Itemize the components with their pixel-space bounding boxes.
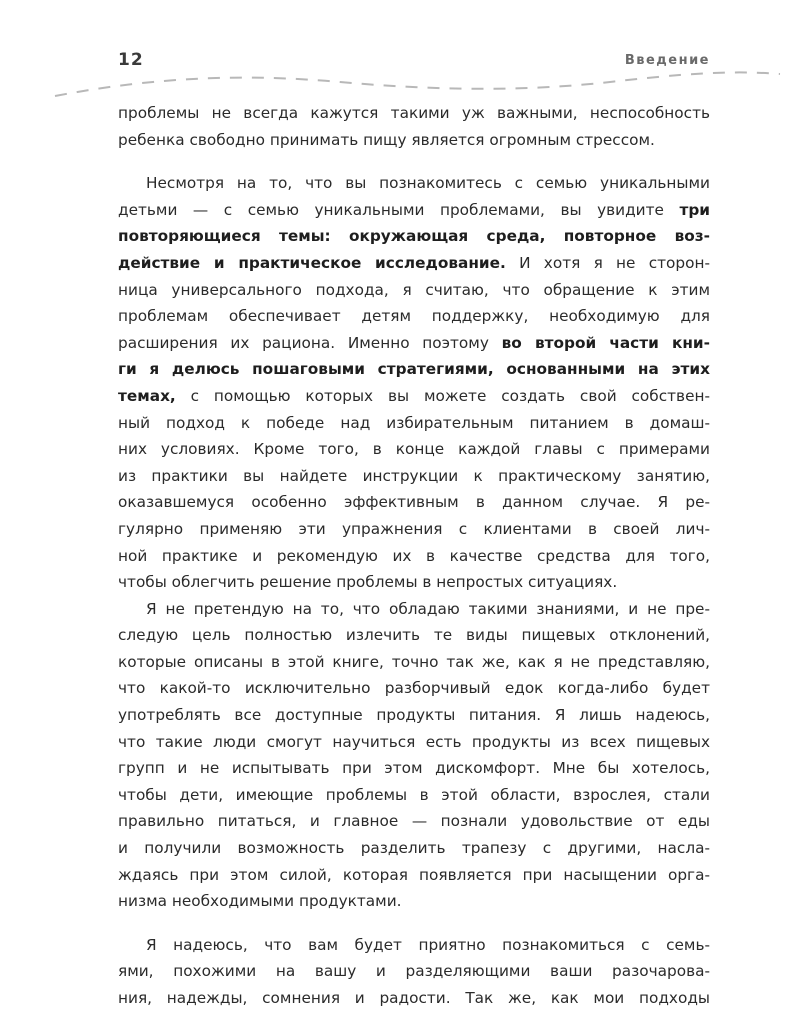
bold-run: действие и практическое исследование. [118, 253, 506, 272]
text-line: ния, надежды, сомнения и радости. Так же, как мои подходы [118, 989, 710, 1007]
paragraph [118, 100, 710, 153]
text-line [118, 197, 710, 224]
text-line: Я надеюсь, что вам будет приятно познакомиться с семь- [146, 935, 710, 954]
text-line: ребенка свободно принимать пищу является огромным стрессом. [118, 130, 655, 149]
text-line: что такие люди смогут научиться есть продукты из всех пищевых [118, 732, 710, 751]
text-run: детьми — с семью уникальными проблемами, вы увидите [118, 200, 680, 219]
text-line: и получили возможность разделить трапезу с другими, насла- [118, 839, 710, 858]
text-line: ждаясь при этом силой, которая появляется при насыщении орга- [118, 865, 710, 884]
text-line: чтобы облегчить решение проблемы в непростых ситуациях. [118, 573, 618, 592]
text-body [118, 100, 710, 1012]
text-line: ной практике и рекомендую их в качестве средства для того, [118, 546, 710, 565]
text-line [118, 223, 710, 250]
text-run: с помощью которых вы можете создать свой собствен- [175, 386, 710, 405]
bold-run: повторяющиеся темы: окружающая среда, повторное воз- [118, 227, 710, 246]
paragraph [118, 170, 710, 596]
text-line [118, 250, 710, 277]
text-line: Несмотря на то, что вы познакомитесь с семью уникальными [146, 174, 710, 193]
text-line: ями, похожими на вашу и разделяющими ваши разочарова- [118, 962, 710, 981]
bold-run: три [679, 200, 710, 219]
text-line: гулярно применяю эти упражнения с клиентами в своей лич- [118, 519, 710, 538]
text-line: низма необходимыми продуктами. [118, 892, 402, 911]
text-run: расширения их рациона. Именно поэтому [118, 333, 502, 352]
text-line: правильно питаться, и главное — познали удовольствие от еды [118, 812, 710, 831]
paragraph [118, 596, 710, 915]
text-line: ница универсального подхода, я считаю, что обращение к этим [118, 280, 710, 299]
text-line: них условиях. Кроме того, в конце каждой главы с примерами [118, 440, 710, 459]
text-line: которые описаны в этой книге, точно так же, как я не представляю, [118, 652, 710, 671]
text-line: употреблять все доступные продукты питания. Я лишь надеюсь, [118, 706, 710, 725]
text-line: групп и не испытывать при этом дискомфорт. Мне бы хотелось, [118, 759, 710, 778]
text-line: из практики вы найдете инструкции к практическому занятию, [118, 466, 710, 485]
text-line: что какой-то исключительно разборчивый едок когда-либо будет [118, 679, 710, 698]
page-number: 12 [118, 50, 144, 70]
text-line: оказавшемуся особенно эффективным в данном случае. Я ре- [118, 493, 710, 512]
dashed-wave-divider [0, 68, 800, 104]
bold-run: во второй части кни- [501, 333, 710, 352]
running-title: Введение [624, 53, 710, 68]
bold-run: темах, [118, 386, 176, 405]
text-line: Я не претендую на то, что обладаю такими знаниями, и не пре- [146, 599, 710, 618]
text-line [118, 383, 710, 410]
bold-run: ги я делюсь пошаговыми стратегиями, основанными на этих [118, 360, 710, 379]
text-line: ный подход к победе над избирательным питанием в домаш- [118, 413, 710, 432]
text-run: И хотя я не сторон- [505, 253, 710, 272]
text-line: следую цель полностью излечить те виды пищевых отклонений, [118, 626, 710, 645]
text-line: чтобы дети, имеющие проблемы в этой области, взрослея, стали [118, 785, 710, 804]
text-line [118, 330, 710, 357]
text-line [118, 356, 710, 383]
text-line: проблемам обеспечивает детям поддержку, необходимую для [118, 307, 710, 326]
text-line: проблемы не всегда кажутся такими уж важными, неспособность [118, 104, 710, 122]
